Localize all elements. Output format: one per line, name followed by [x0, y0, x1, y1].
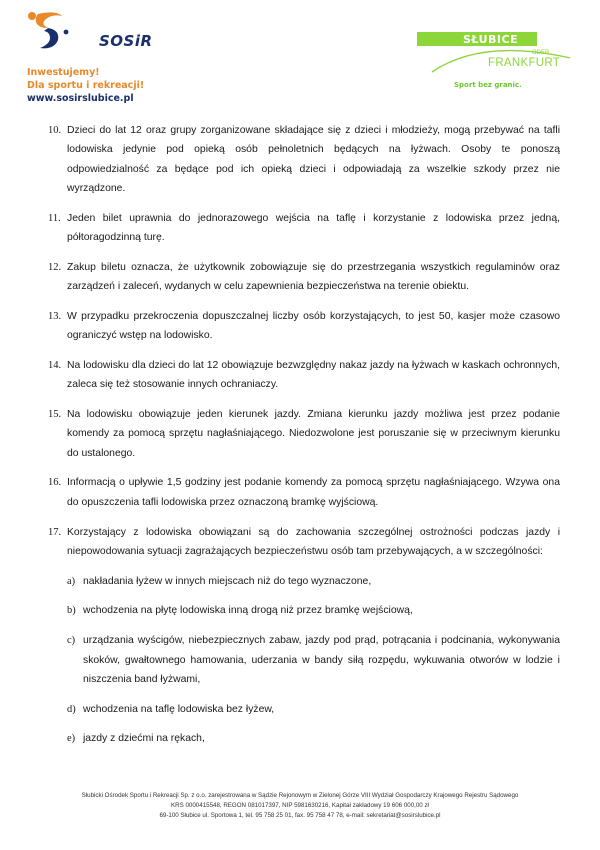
- sosir-brand-name: SOSiR: [99, 32, 153, 50]
- rule-subitem: [48, 572, 560, 591]
- rule-number: 10.: [48, 125, 62, 136]
- rule-text: Informacją o upływie 1,5 godziny jest podanie komendy za pomocą sprzętu nagłaśniającego. Wzywa ona do opuszczenia tafli lodowiska przez oznaczoną bramkę wyjściową.: [67, 477, 560, 508]
- footer-registration: Słubicki Ośrodek Sportu i Rekreacji Sp. z o.o. zarejestrowana w Sądzie Rejonowym w Zielonej Górze VIII Wydział Gospodarczy Krajowego Rejestru Sądowego: [81, 792, 519, 799]
- rule-text: Dzieci do lat 12 oraz grupy zorganizowane składające się z dzieci i młodzieży, mogą przebywać na tafli lodowiska jedynie pod opieką osób pełnoletnich będących na łyżwach. Osoby te ponoszą odpowiedzialność za będące pod ich opieką dzieci i odpowiadają za wszelkie szkody przez nie wyrządzone.: [67, 125, 560, 194]
- header-slogan: [27, 66, 144, 105]
- rule-number: 13.: [48, 310, 62, 322]
- footer-contact: 69-100 Słubice ul. Sportowa 1, tel. 95 758 25 01, fax. 95 758 47 78, e-mail: sekretariat@sosirslubice.pl: [159, 812, 441, 819]
- logo-tagline: Sport bez granic.: [454, 81, 522, 89]
- logo-city-slubice: SŁUBICE: [463, 33, 519, 46]
- slubice-frankfurt-logo: [412, 28, 572, 98]
- rule-number: 16.: [48, 477, 62, 489]
- rule-text: W przypadku przekroczenia dopuszczalnej liczby osób korzystających, to jest 50, kasjer może czasowo ograniczyć wstęp na lodowisko.: [67, 310, 560, 342]
- rule-item: [48, 405, 560, 463]
- slogan-line-2: Dla sportu i rekreacji!: [27, 80, 145, 91]
- sosir-logo: [26, 10, 153, 55]
- subitem-text: wchodzenia na taflę lodowiska bez łyżew,: [83, 703, 275, 715]
- rule-subitem: [48, 700, 560, 719]
- rule-number: 15.: [48, 409, 62, 421]
- rule-item: [48, 523, 560, 562]
- rule-text: Jeden bilet uprawnia do jednorazowego wejścia na taflę i korzystanie z lodowiska przez jedną, półtoragodzinną turę.: [67, 212, 560, 243]
- subitem-text: nakładania łyżew w innych miejscach niż do tego wyznaczone,: [83, 575, 372, 587]
- footer-company-ids: KRS 0000415548, REGON 081017397, NIP 5981630216, Kapitał zakładowy 19 606 000,00 zł: [171, 802, 429, 809]
- rule-text: Zakup biletu oznacza, że użytkownik zobowiązuje się do przestrzegania wszystkich regulaminów oraz zarządzeń i zaleceń, wydanych w celu zapewnienia bezpieczeństwa na terenie obiektu.: [67, 261, 560, 293]
- sosir-figure-icon: [26, 10, 74, 52]
- rule-number: 12.: [48, 261, 62, 273]
- logo-oder: ODER: [532, 50, 550, 56]
- rule-text: Na lodowisku dla dzieci do lat 12 obowiązuje bezwzględny nakaz jazdy na łyżwach w kaskach ochronnych, zaleca się też stosowanie innych ochraniaczy.: [67, 359, 560, 391]
- rule-item: [48, 258, 560, 297]
- subitem-letter: e): [67, 733, 76, 745]
- rule-text: Na lodowisku obowiązuje jeden kierunek jazdy. Zmiana kierunku jazdy możliwa jest przez podanie komendy za pomocą sprzętu nagłaśniającego. Niedozwolone jest poruszanie się w przeciwnym kierunku do ustalonego.: [67, 409, 560, 459]
- rule-item: [48, 473, 560, 512]
- rule-item: [48, 307, 560, 346]
- rule-subitem: [48, 729, 560, 748]
- website-link[interactable]: www.sosirslubice.pl: [27, 93, 134, 104]
- rule-number: 14.: [48, 359, 62, 371]
- subitem-text: urządzania wyścigów, niebezpiecznych zabaw, jazdy pod prąd, potrącania i podcinania, wykonywania skoków, gwałtownego hamowania, uderzania w bandy siłą rozpędu, wykuwania otworów w lodzie i niszczenia band łyżwami,: [83, 635, 560, 685]
- regulations-list: [48, 121, 560, 759]
- rule-item: [48, 209, 560, 248]
- rule-number: 11.: [48, 212, 61, 224]
- rule-text: Korzystający z lodowiska obowiązani są do zachowania szczególnej ostrożności podczas jazdy i niepowodowania sytuacji zagrażających bezpieczeństwu osób tam przebywających, a w szczególności:: [67, 526, 560, 557]
- slogan-line-1: Inwestujemy!: [27, 67, 100, 78]
- company-footer: [40, 791, 560, 821]
- subitem-letter: a): [67, 575, 76, 587]
- subitem-text: wchodzenia na płytę lodowiska inną drogą niż przez bramkę wejściową,: [83, 605, 413, 617]
- rule-number: 17.: [48, 526, 62, 538]
- subitem-letter: b): [67, 605, 76, 617]
- rule-item: [48, 356, 560, 395]
- subitem-text: jazdy z dziećmi na rękach,: [83, 733, 205, 745]
- rule-subitem: [48, 631, 560, 689]
- subitem-letter: c): [67, 635, 76, 647]
- logo-city-frankfurt: FRANKFURT: [488, 57, 561, 69]
- rule-subitem: [48, 601, 560, 620]
- rule-item: [48, 121, 560, 198]
- subitem-letter: d): [67, 703, 76, 715]
